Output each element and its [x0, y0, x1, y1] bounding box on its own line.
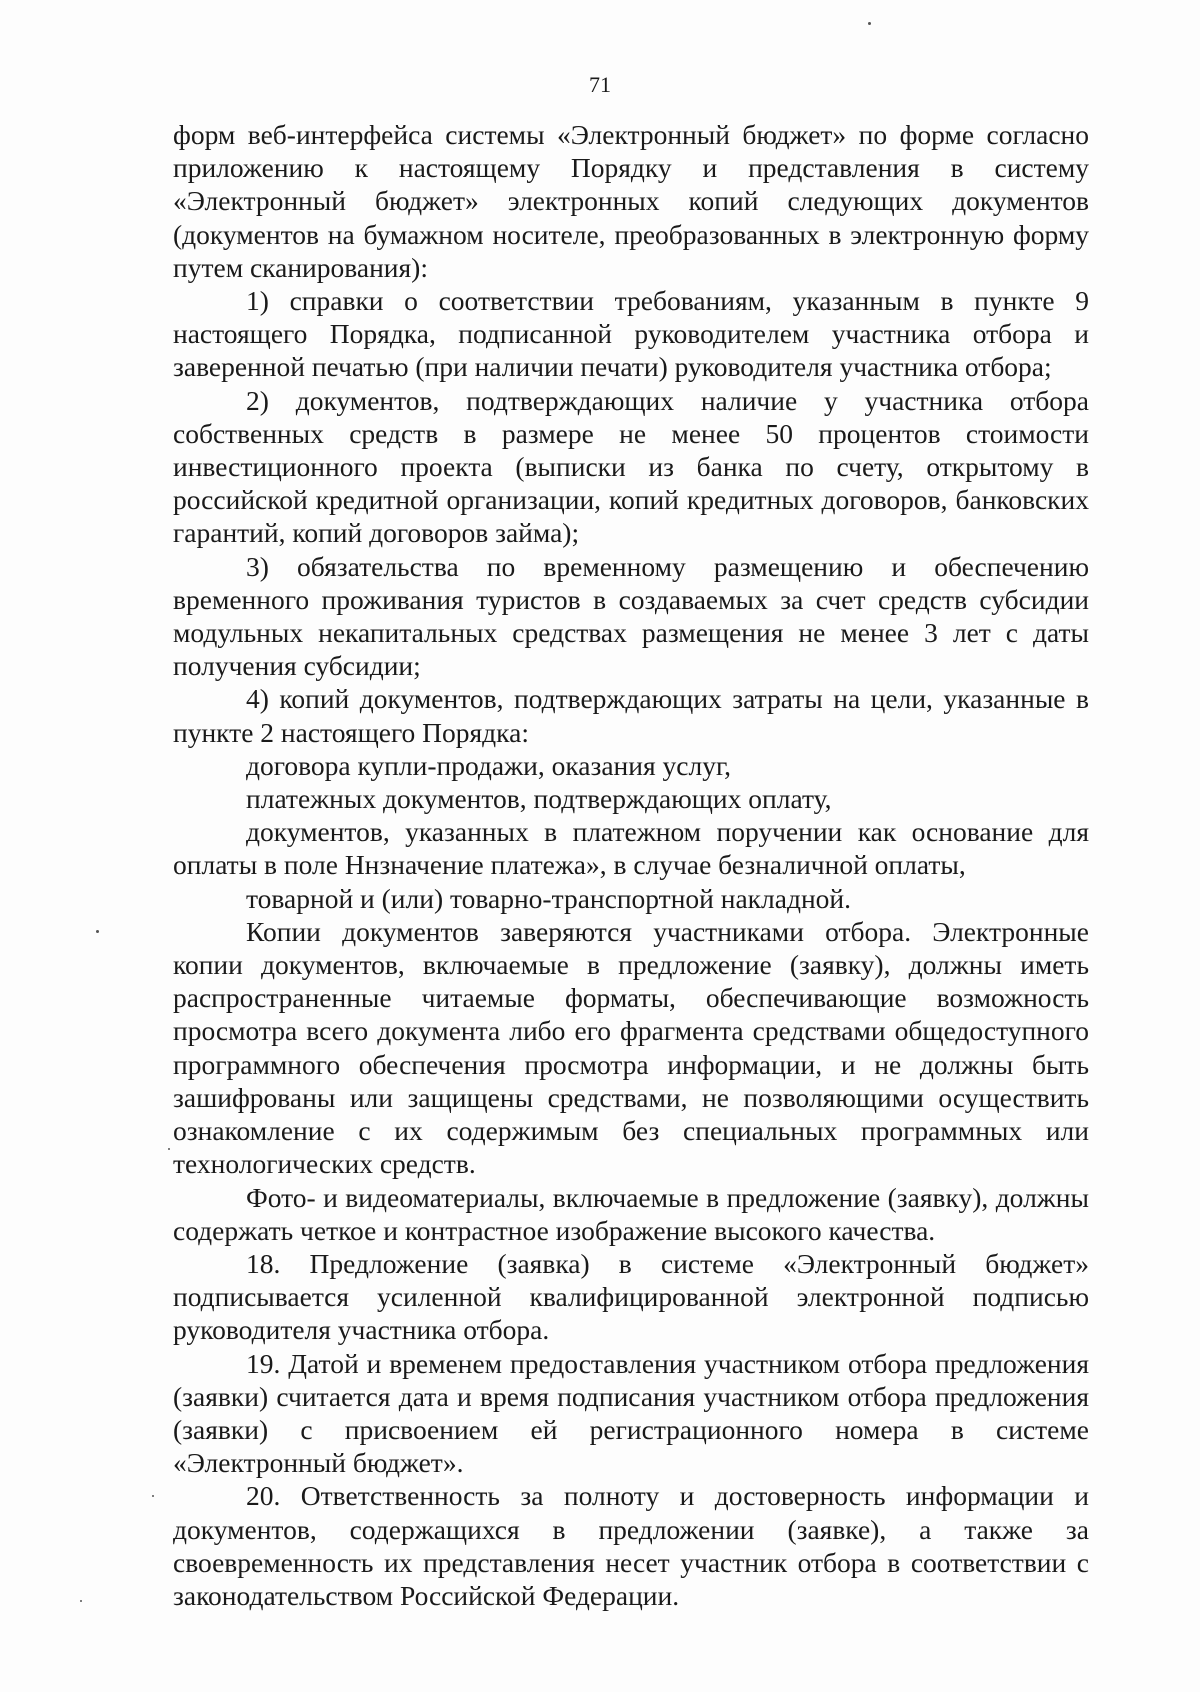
paragraph-item-3: 3) обязательства по временному размещению и обеспечению временного проживания туристов в создаваемых за счет средств субсидии модульных некапитальных средствах размещения не менее 3 лет с даты получения субсидии;: [173, 550, 1089, 682]
paragraph-sublist-contracts: договора купли-продажи, оказания услуг,: [246, 749, 731, 781]
scan-speck: [868, 22, 871, 25]
paragraph-item-4: 4) копий документов, подтверждающих затраты на цели, указанные в пункте 2 настоящего Порядка:: [173, 683, 1089, 748]
paragraph-sublist-payments: платежных документов, подтверждающих оплату,: [246, 783, 832, 815]
scan-speck: [168, 1148, 170, 1150]
document-body: [173, 118, 1089, 1612]
paragraph-clause-18: 18. Предложение (заявка) в системе «Электронный бюджет» подписывается усиленной квалифицированной электронной подписью руководителя участника отбора.: [173, 1247, 1089, 1346]
paragraph-copies-certification: Копии документов заверяются участниками отбора. Электронные копии документов, включаемые в предложение (заявку), должны иметь распространенные читаемые форматы, обеспечивающие возможность просмотра всего документа либо его фрагмента средствами общедоступного программного обеспечения просмотра информации, и не должны быть зашифрованы или защищены средствами, не позволяющими осуществить ознакомление с их содержимым без специальных программных или технологических средств.: [173, 915, 1089, 1180]
scan-speck: [96, 930, 99, 933]
scan-speck: [152, 1495, 154, 1497]
paragraph-item-1: 1) справки о соответствии требованиям, указанным в пункте 9 настоящего Порядка, подписанной руководителем участника отбора и заверенной печатью (при наличии печати) руководителя участника отбора;: [173, 285, 1089, 383]
paragraph-sublist-waybill: товарной и (или) товарно-транспортной накладной.: [246, 882, 852, 914]
paragraph-photo-video: Фото- и видеоматериалы, включаемые в предложение (заявку), должны содержать четкое и контрастное изображение высокого качества.: [173, 1181, 1089, 1246]
paragraph-intro-continuation: форм веб-интерфейса системы «Электронный бюджет» по форме согласно приложению к настоящему Порядку и представления в систему «Электронный бюджет» электронных копий следующих документов (документов на бумажном носителе, преобразованных в электронную форму путем сканирования):: [173, 119, 1089, 283]
paragraph-clause-20: 20. Ответственность за полноту и достоверность информации и документов, содержащихся в предложении (заявке), а также за своевременность их представления несет участник отбора в соответствии с законодательством Российской Федерации.: [173, 1480, 1089, 1611]
page-number: 71: [589, 72, 611, 97]
paragraph-clause-19: 19. Датой и временем предоставления участником отбора предложения (заявки) считается дата и время подписания участником отбора предложения (заявки) с присвоением ей регистрационного номера в системе «Электронный бюджет».: [173, 1347, 1089, 1479]
paragraph-sublist-payment-order: документов, указанных в платежном поручении как основание для оплаты в поле Ннзначение платежа», в случае безналичной оплаты,: [173, 816, 1089, 881]
scan-speck: [80, 1600, 82, 1602]
paragraph-item-2: 2) документов, подтверждающих наличие у участника отбора собственных средств в размере не менее 50 процентов стоимости инвестиционного проекта (выписки из банка по счету, открытому в российской кредитной организации, копий кредитных договоров, банковских гарантий, копий договоров займа);: [173, 384, 1089, 549]
